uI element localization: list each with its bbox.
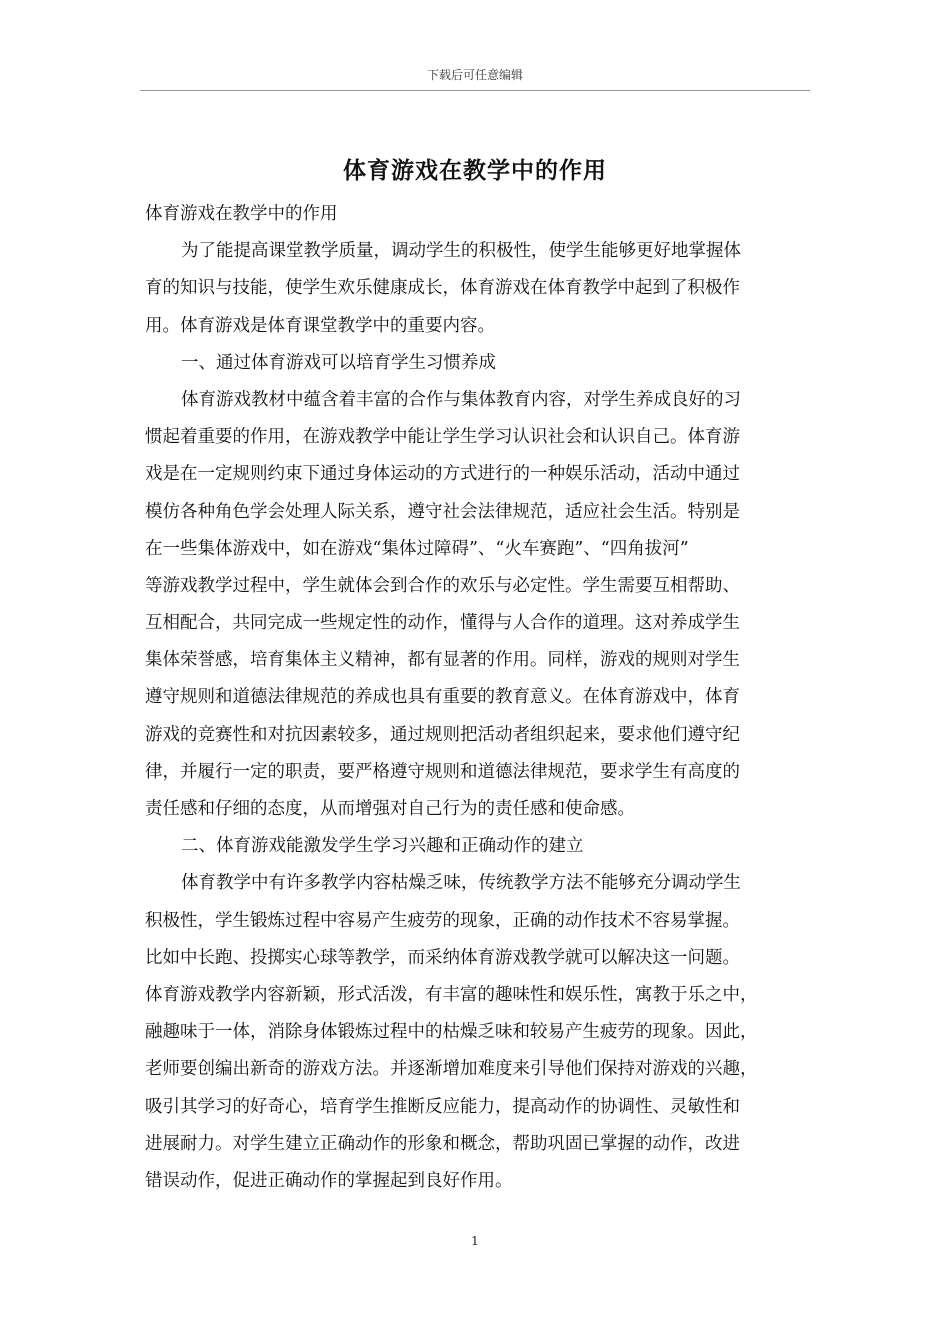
text-line: 在一些集体游戏中，如在游戏“集体过障碍”、“火车赛跑”、“四角拔河” [145,538,689,559]
document-body [145,196,815,1200]
text-line: 体育游戏教材中蕴含着丰富的合作与集体教育内容，对学生养成良好的习 [181,389,741,410]
document-subtitle: 体育游戏在教学中的作用 [145,204,338,224]
paragraph-lines [145,233,815,1200]
text-line: 律，并履行一定的职责，要严格遵守规则和道德法律规范，要求学生有高度的 [145,761,740,782]
text-line: 责任感和仔细的态度，从而增强对自己行为的责任感和使命感。 [145,799,635,819]
page-header: 下载后可任意编辑 [426,68,523,82]
text-line: 等游戏教学过程中，学生就体会到合作的欢乐与必定性。学生需要互相帮助、 [145,575,740,596]
text-line: 游戏的竞赛性和对抗因素较多，通过规则把活动者组织起来，要求他们遵守纪 [145,724,740,745]
text-line: 育的知识与技能，使学生欢乐健康成长，体育游戏在体育教学中起到了积极作 [145,278,740,299]
text-line: 错误动作，促进正确动作的掌握起到良好作用。 [145,1170,513,1191]
text-line: 比如中长跑、投掷实心球等教学，而采纳体育游戏教学就可以解决这一问题。 [145,947,740,968]
header-divider [140,90,810,91]
text-line: 一、通过体育游戏可以培育学生习惯养成 [181,352,496,373]
text-line: 体育游戏教学内容新颖，形式活泼，有丰富的趣味性和娱乐性，寓教于乐之中， [145,984,758,1005]
text-line: 吸引其学习的好奇心，培育学生推断反应能力，提高动作的协调性、灵敏性和 [145,1096,740,1117]
text-line: 进展耐力。对学生建立正确动作的形象和概念，帮助巩固已掌握的动作，改进 [145,1133,740,1154]
document-title: 体育游戏在教学中的作用 [343,157,607,184]
text-line: 遵守规则和道德法律规范的养成也具有重要的教育意义。在体育游戏中，体育 [145,687,740,708]
text-line: 戏是在一定规则约束下通过身体运动的方式进行的一种娱乐活动，活动中通过 [145,464,740,485]
text-line: 用。体育游戏是体育课堂教学中的重要内容。 [145,315,495,336]
text-line: 集体荣誉感，培育集体主义精神，都有显著的作用。同样，游戏的规则对学生 [145,650,740,671]
text-line: 惯起着重要的作用，在游戏教学中能让学生学习认识社会和认识自己。体育游 [145,427,740,448]
text-line: 互相配合，共同完成一些规定性的动作，懂得与人合作的道理。这对养成学生 [145,613,740,634]
text-line: 老师要创编出新奇的游戏方法。并逐渐增加难度来引导他们保持对游戏的兴趣， [145,1059,758,1080]
text-line: 积极性，学生锻炼过程中容易产生疲劳的现象，正确的动作技术不容易掌握。 [145,910,740,931]
text-line: 体育教学中有许多教学内容枯燥乏味，传统教学方法不能够充分调动学生 [181,873,741,894]
text-line: 融趣味于一体，消除身体锻炼过程中的枯燥乏味和较易产生疲劳的现象。因此， [145,1022,758,1043]
text-line: 为了能提高课堂教学质量，调动学生的积极性，使学生能够更好地掌握体 [181,241,741,262]
page-number: 1 [471,1234,479,1248]
text-line: 二、体育游戏能激发学生学习兴趣和正确动作的建立 [181,836,584,857]
text-line: 模仿各种角色学会处理人际关系，遵守社会法律规范，适应社会生活。特别是 [145,501,740,522]
